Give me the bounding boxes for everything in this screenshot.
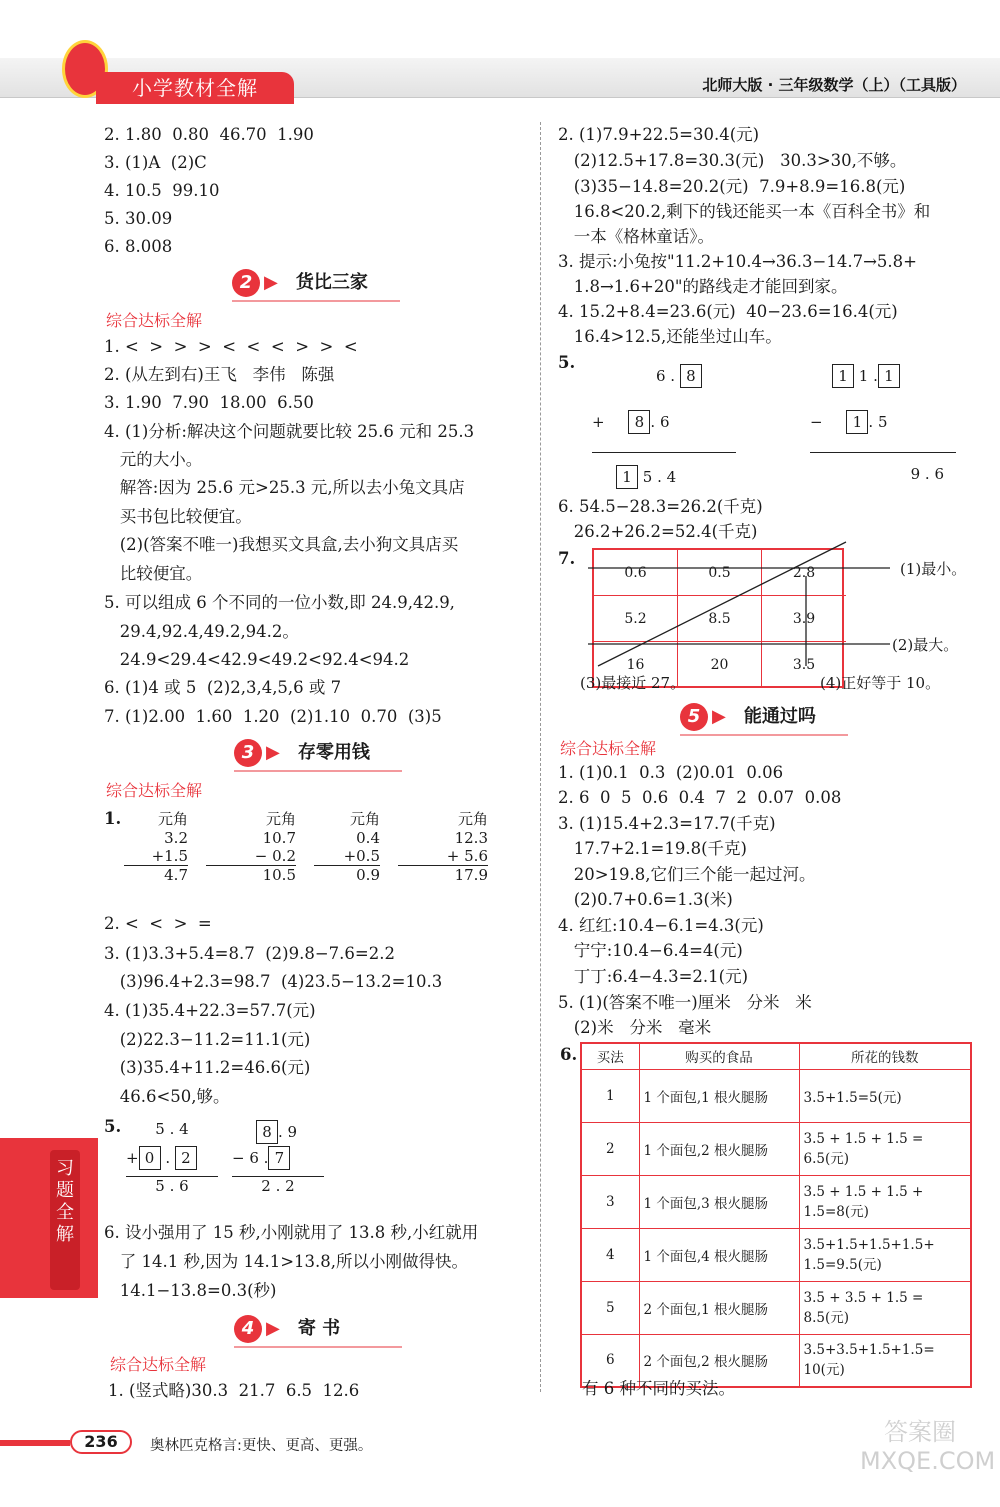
answer-line: 3. (1)15.4+2.3=17.7(千克) — [558, 814, 776, 833]
box-calc-left — [592, 362, 736, 489]
answer-line: 6. (1)4 或 5 (2)2,3,4,5,6 或 7 — [104, 678, 342, 697]
table-header: 购买的食品 — [639, 1043, 799, 1069]
answer-box: 0 — [139, 1146, 161, 1170]
answer-box: 1 — [846, 410, 868, 434]
table-cell: 3.5 + 1.5 + 1.5 = 6.5(元) — [799, 1122, 971, 1175]
answer-line: 1.8→1.6+20"的路线走才能回到家。 — [558, 277, 848, 296]
arrow-icon: ▶ — [264, 272, 278, 293]
table-row — [581, 1281, 971, 1334]
calc-row: 0.4 — [356, 829, 380, 847]
table-cell: 4 — [581, 1228, 639, 1281]
calc-result: 10.5 — [206, 865, 296, 884]
answer-line: 5. 可以组成 6 个不同的一位小数,即 24.9,42.9, — [104, 593, 455, 612]
calc-row: . 6 — [650, 413, 670, 431]
answer-line: (2)米 分米 毫米 — [558, 1018, 712, 1037]
answer-box: 1 — [878, 364, 900, 388]
answer-line: (3)最接近 27。 — [580, 674, 686, 692]
answer-line: 4. 10.5 99.10 — [104, 181, 220, 200]
calc-row: 5 . 4 — [155, 1120, 189, 1138]
unit-header: 元角 — [265, 810, 296, 828]
section-number: 4 — [234, 1315, 262, 1343]
answer-line: (2)0.7+0.6=1.3(米) — [558, 890, 733, 909]
answer-line: 24.9<29.4<42.9<49.2<92.4<94.2 — [104, 650, 410, 669]
vertical-calc — [206, 808, 296, 884]
answer-line: 16.4>12.5,还能坐过山车。 — [558, 327, 782, 346]
table-header: 所花的钱数 — [799, 1043, 971, 1069]
table-cell: 3.5+1.5=5(元) — [799, 1069, 971, 1122]
vertical-calc — [398, 808, 488, 884]
answer-line: (2)(答案不唯一)我想买文具盒,去小狗文具店买 — [104, 535, 459, 554]
answer-line: 2. (从左到右)王飞 李伟 陈强 — [104, 365, 335, 384]
answer-line: 6. 设小强用了 15 秒,小刚就用了 13.8 秒,小红就用 — [104, 1223, 479, 1242]
sub-heading: 综合达标全解 — [106, 311, 203, 330]
question-number: 7. — [558, 549, 576, 568]
vertical-calc — [314, 808, 380, 884]
grid-cell: 20 — [678, 642, 762, 688]
answer-line: 解答:因为 25.6 元>25.3 元,所以去小兔文具店 — [104, 478, 465, 497]
answer-line: 有 6 种不同的买法。 — [582, 1379, 735, 1398]
diagonal-line — [598, 542, 846, 666]
answer-line: 元的大小。 — [104, 450, 203, 469]
grid-cell: 3.9 — [762, 596, 846, 642]
grid-cell: 8.5 — [678, 596, 762, 642]
answer-line: (3)35.4+11.2=46.6(元) — [104, 1058, 311, 1077]
grid-cell: 0.5 — [678, 550, 762, 596]
answer-line: 3. (1)3.3+5.4=8.7 (2)9.8−7.6=2.2 — [104, 944, 395, 963]
section-3-title — [234, 738, 370, 768]
page-number: 236 — [70, 1430, 132, 1454]
arrow-icon: ▶ — [712, 706, 726, 727]
grid-cell: 2.8 — [762, 550, 846, 596]
section-title-text: 货比三家 — [295, 272, 368, 293]
section-underline — [234, 770, 402, 772]
grid-label-max: (2)最大。 — [892, 636, 959, 654]
answer-line: 1. (1)0.1 0.3 (2)0.01 0.06 — [558, 763, 784, 782]
answer-line: 一本《格林童话》。 — [558, 227, 714, 246]
table-row — [581, 1122, 971, 1175]
answer-line: (3)96.4+2.3=98.7 (4)23.5−13.2=10.3 — [104, 972, 443, 991]
question-number: 6. — [560, 1045, 578, 1064]
calc-row: 12.3 — [454, 829, 488, 847]
watermark-stamp: 答案圈 MXQE.COM — [860, 1418, 996, 1475]
answer-box: 8 — [256, 1120, 278, 1144]
grid-lines-overlay — [580, 536, 900, 676]
section-number: 5 — [680, 703, 708, 731]
answer-box: 1 — [616, 465, 638, 489]
table-cell: 1 — [581, 1069, 639, 1122]
calc-result: 5 . 4 — [642, 468, 677, 486]
answer-line: 1. < > > > < < < > > < — [104, 337, 358, 356]
calc-result: 5 . 6 — [126, 1176, 218, 1195]
table-cell: 1 个面包,2 根火腿肠 — [639, 1122, 799, 1175]
section-5-title — [680, 702, 816, 732]
answer-line: 4. (1)分析:解决这个问题就要比较 25.6 元和 25.3 — [104, 422, 475, 441]
answer-line: 20>19.8,它们三个能一起过河。 — [558, 865, 816, 884]
unit-header: 元角 — [349, 810, 380, 828]
calc-row: 3.2 — [164, 829, 188, 847]
calc-row: − 0.2 — [254, 847, 296, 865]
section-number: 2 — [232, 269, 260, 297]
section-title-text: 存零用钱 — [297, 742, 370, 763]
answer-line: 4. 15.2+8.4=23.6(元) 40−23.6=16.4(元) — [558, 302, 898, 321]
table-cell: 6 — [581, 1334, 639, 1387]
answer-line: 丁丁:6.4−4.3=2.1(元) — [558, 967, 749, 986]
answer-line: 买书包比较便宜。 — [104, 507, 252, 526]
table-cell: 2 — [581, 1122, 639, 1175]
question-number: 1. — [104, 809, 122, 828]
question-number: 5. — [558, 353, 576, 372]
purchase-table — [580, 1042, 972, 1388]
answer-box: 8 — [680, 364, 702, 388]
answer-line: 17.7+2.1=19.8(千克) — [558, 839, 747, 858]
answer-line: 4. 红红:10.4−6.1=4.3(元) — [558, 916, 764, 935]
answer-line: (3)35−14.8=20.2(元) 7.9+8.9=16.8(元) — [558, 177, 906, 196]
calc-row: 1 . — [858, 367, 878, 385]
section-4-title — [234, 1314, 340, 1344]
answer-line: 4. (1)35.4+22.3=57.7(元) — [104, 1001, 316, 1020]
side-tab — [0, 1138, 98, 1298]
unit-header: 元角 — [157, 810, 188, 828]
answer-box: 8 — [628, 410, 650, 434]
answer-line: 3. (1)A (2)C — [104, 153, 207, 172]
table-cell: 3 — [581, 1175, 639, 1228]
plus-sign: + — [126, 1149, 139, 1167]
question-number: 5. — [104, 1117, 122, 1136]
section-underline — [232, 300, 400, 302]
section-title-text: 寄 书 — [297, 1318, 341, 1339]
answer-line: 宁宁:10.4−6.4=4(元) — [558, 941, 743, 960]
book-title: 小学教材全解 — [96, 72, 294, 104]
grid-cell: 5.2 — [594, 596, 678, 642]
answer-line: 5. 30.09 — [104, 209, 173, 228]
table-cell: 3.5+3.5+1.5+1.5= 10(元) — [799, 1334, 971, 1387]
answer-line: 2. 6 0 5 0.6 0.4 7 2 0.07 0.08 — [558, 788, 842, 807]
vertical-calc — [124, 808, 188, 884]
table-cell: 2 个面包,1 根火腿肠 — [639, 1281, 799, 1334]
table-cell: 3.5 + 1.5 + 1.5 + 1.5=8(元) — [799, 1175, 971, 1228]
arrow-icon: ▶ — [266, 1318, 280, 1339]
answer-line: (4)正好等于 10。 — [820, 674, 941, 692]
answer-line: 16.8<20.2,剩下的钱还能买一本《百科全书》和 — [558, 202, 931, 221]
plus-sign: + — [592, 413, 605, 431]
section-number: 3 — [234, 739, 262, 767]
calc-row: + 5.6 — [446, 847, 488, 865]
sub-heading: 综合达标全解 — [560, 739, 657, 758]
answer-line: 了 14.1 秒,因为 14.1>13.8,所以小刚做得快。 — [104, 1252, 468, 1271]
section-2-title — [232, 268, 368, 298]
table-cell: 5 — [581, 1281, 639, 1334]
arrow-icon: ▶ — [266, 742, 280, 763]
calc-result: 9 . 6 — [810, 452, 956, 483]
section-underline — [680, 734, 848, 736]
answer-line: (2)12.5+17.8=30.3(元) 30.3>30,不够。 — [558, 151, 907, 170]
calc-row: +1.5 — [151, 847, 188, 865]
calc-result: 0.9 — [314, 865, 380, 884]
calc-result: 17.9 — [398, 865, 488, 884]
calc-row: 10.7 — [262, 829, 296, 847]
calc-row: . 9 — [278, 1123, 298, 1141]
table-cell: 1 个面包,1 根火腿肠 — [639, 1069, 799, 1122]
table-header: 买法 — [581, 1043, 639, 1069]
edition-label: 北师大版 · 三年级数学（上）（工具版） — [702, 76, 966, 94]
answer-box: 2 — [175, 1146, 197, 1170]
sub-heading: 综合达标全解 — [110, 1355, 207, 1374]
calc-row: . 5 — [868, 413, 888, 431]
answer-line: 6. 8.008 — [104, 237, 173, 256]
grid-cell: 3.5 — [792, 657, 816, 673]
grid-cell: 16 — [594, 642, 678, 688]
answer-line: 6. 54.5−28.3=26.2(千克) — [558, 497, 763, 516]
box-calc-right — [232, 1120, 324, 1195]
calc-row: 6 . — [656, 367, 676, 385]
answer-line: 7. (1)2.00 1.60 1.20 (2)1.10 0.70 (3)5 — [104, 707, 442, 726]
calc-result: 4.7 — [124, 865, 188, 884]
side-tab-label: 习题全解 — [50, 1150, 80, 1290]
answer-line: (2)22.3−11.2=11.1(元) — [104, 1030, 311, 1049]
unit-header: 元角 — [457, 810, 488, 828]
answer-line: 2. < < > = — [104, 914, 212, 933]
table-cell: 2 个面包,2 根火腿肠 — [639, 1334, 799, 1387]
table-cell: 3.5 + 3.5 + 1.5 = 8.5(元) — [799, 1281, 971, 1334]
section-title-text: 能通过吗 — [743, 706, 816, 727]
table-cell: 1 个面包,4 根火腿肠 — [639, 1228, 799, 1281]
answer-box: 7 — [268, 1146, 290, 1170]
answer-line: 2. (1)7.9+22.5=30.4(元) — [558, 125, 760, 144]
table-cell: 1 个面包,3 根火腿肠 — [639, 1175, 799, 1228]
answer-line: 比较便宜。 — [104, 564, 203, 583]
table-row — [581, 1175, 971, 1228]
answer-line: 3. 提示:小兔按"11.2+10.4→36.3−14.7→5.8+ — [558, 252, 917, 271]
calc-result: 2 . 2 — [232, 1176, 324, 1195]
answer-box: 1 — [832, 364, 854, 388]
answer-line: 14.1−13.8=0.3(秒) — [104, 1281, 277, 1300]
minus-sign: − — [810, 413, 823, 431]
table-row — [581, 1069, 971, 1122]
answer-line: 29.4,92.4,49.2,94.2。 — [104, 622, 299, 641]
grid-label-min: (1)最小。 — [900, 560, 967, 578]
answer-line: 46.6<50,够。 — [104, 1087, 230, 1106]
sub-heading: 综合达标全解 — [106, 781, 203, 800]
answer-line: 3. 1.90 7.90 18.00 6.50 — [104, 393, 314, 412]
answer-line: 26.2+26.2=52.4(千克) — [558, 522, 758, 541]
footer-motto: 奥林匹克格言:更快、更高、更强。 — [150, 1438, 373, 1454]
answer-line: 1. (竖式略)30.3 21.7 6.5 12.6 — [108, 1381, 360, 1400]
table-row — [581, 1228, 971, 1281]
table-header-row — [581, 1043, 971, 1069]
answer-line: 2. 1.80 0.80 46.70 1.90 — [104, 125, 314, 144]
box-calc-left: 5 . 4 + 0 . 2 5 . 6 — [126, 1120, 218, 1195]
footer-bar — [0, 1440, 70, 1446]
calc-row: − 6 . — [232, 1149, 269, 1167]
grid-cell: 0.6 — [594, 550, 678, 596]
calc-row: +0.5 — [343, 847, 380, 865]
section-underline — [234, 1346, 402, 1348]
table-cell: 3.5+1.5+1.5+1.5+ 1.5=9.5(元) — [799, 1228, 971, 1281]
box-calc-right — [810, 362, 956, 483]
column-divider — [540, 122, 541, 1392]
answer-line: 5. (1)(答案不唯一)厘米 分米 米 — [558, 993, 812, 1012]
